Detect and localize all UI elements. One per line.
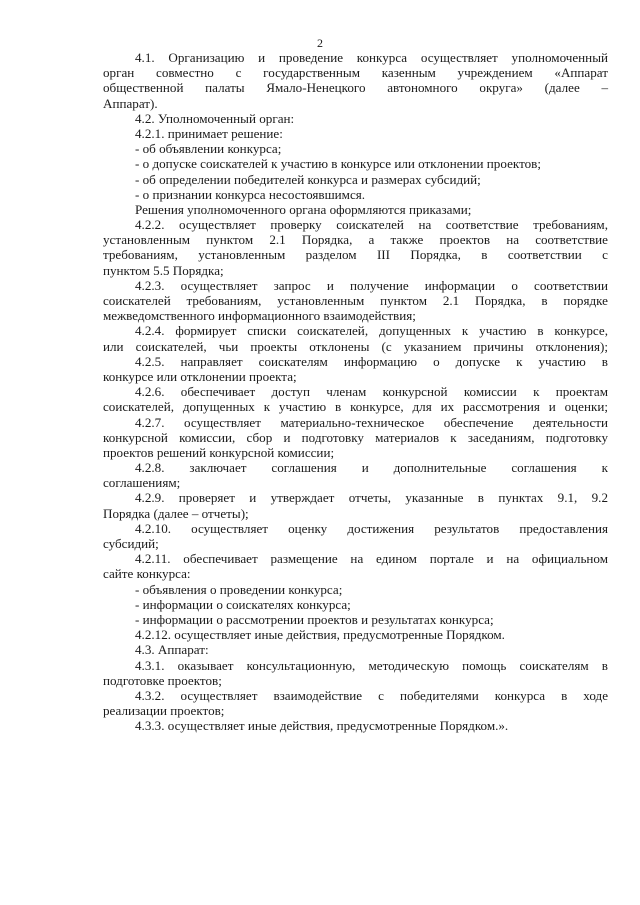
text-line: - о допуске соискателей к участию в конкурсе или отклонении проектов; [135,156,541,172]
text-line: 4.2.9. проверяет и утверждает отчеты, указанные в пунктах 9.1, 9.2 [135,490,608,506]
text-line: соглашениям; [103,475,181,491]
text-line: сайте конкурса: [103,566,191,582]
text-line: 4.2.10. осуществляет оценку достижения результатов предоставления [135,520,608,536]
text-line: 4.2.2. осуществляет проверку соискателей на соответствие требованиям, [135,217,608,233]
text-line: реализации проектов; [103,703,225,719]
text-line: проектов решений конкурсной комиссии; [103,444,335,460]
text-line: соискателей, допущенных к участию в конкурсе, для их рассмотрения и оценки; [103,399,608,415]
text-line: 4.2.11. обеспечивает размещение на едином портале и на официальном [135,551,608,567]
text-line: подготовке проектов; [103,672,222,688]
text-line: орган совместно с государственным казенным учреждением «Аппарат [103,65,608,81]
document-body [103,50,608,733]
text-line: 4.2.4. формирует списки соискателей, допущенных к участию в конкурсе, [135,323,608,339]
page-number: 2 [317,36,323,50]
text-line: или соискателей, чьи проекты отклонены (с указанием причины отклонения); [103,338,608,354]
text-line: Аппарат). [103,95,158,111]
text-line: 4.2.8. заключает соглашения и дополнительные соглашения к [135,460,608,476]
text-line: 4.2. Уполномоченный орган: [135,110,295,126]
text-line: 4.3. Аппарат: [135,642,209,658]
text-line: Решения уполномоченного органа оформляются приказами; [135,201,472,217]
text-line: общественной палаты Ямало-Ненецкого автономного округа» (далее – [103,80,608,96]
text-line: 4.3.1. оказывает консультационную, методическую помощь соискателям в [135,657,608,673]
text-line: - информации о соискателях конкурса; [135,596,351,612]
text-line: конкурсе или отклонении проекта; [103,368,297,384]
text-line: межведомственного информационного взаимодействия; [103,308,416,324]
text-line: 4.2.1. принимает решение: [135,125,283,141]
text-line: 4.2.3. осуществляет запрос и получение информации о соответствии [135,277,608,293]
text-line: - объявления о проведении конкурса; [135,581,343,597]
text-line: 4.1. Организацию и проведение конкурса осуществляет уполномоченный [135,50,608,65]
text-line: требованиям, установленным разделом III Порядка, в соответствии с [103,247,608,263]
text-line: 4.2.5. направляет соискателям информацию о допуске к участию в [135,353,608,369]
text-line: - информации о рассмотрении проектов и результатах конкурса; [135,611,494,627]
text-line: 4.2.7. осуществляет материально-техническое обеспечение деятельности [135,414,608,430]
text-line: субсидий; [103,536,159,551]
text-line: пунктом 5.5 Порядка; [103,262,224,278]
text-line: 4.3.2. осуществляет взаимодействие с победителями конкурса в ходе [135,687,608,703]
text-line: соискателей требованиям, установленным пунктом 2.1 Порядка, в порядке [103,293,608,308]
text-line: - об объявлении конкурса; [135,141,282,157]
text-line: 4.3.3. осуществляет иные действия, предусмотренные Порядком.». [135,718,509,734]
text-line: - о признании конкурса несостоявшимся. [135,186,366,202]
text-line: установленным пунктом 2.1 Порядка, а также проектов на соответствие [103,232,608,248]
text-line: конкурсной комиссии, сбор и подготовку материалов к заседаниям, подготовку [103,429,608,445]
text-line: Порядка (далее – отчеты); [103,505,249,521]
text-line: - об определении победителей конкурса и размерах субсидий; [135,171,481,187]
text-line: 4.2.6. обеспечивает доступ членам конкурсной комиссии к проектам [135,384,608,400]
text-line: 4.2.12. осуществляет иные действия, предусмотренные Порядком. [135,627,505,643]
